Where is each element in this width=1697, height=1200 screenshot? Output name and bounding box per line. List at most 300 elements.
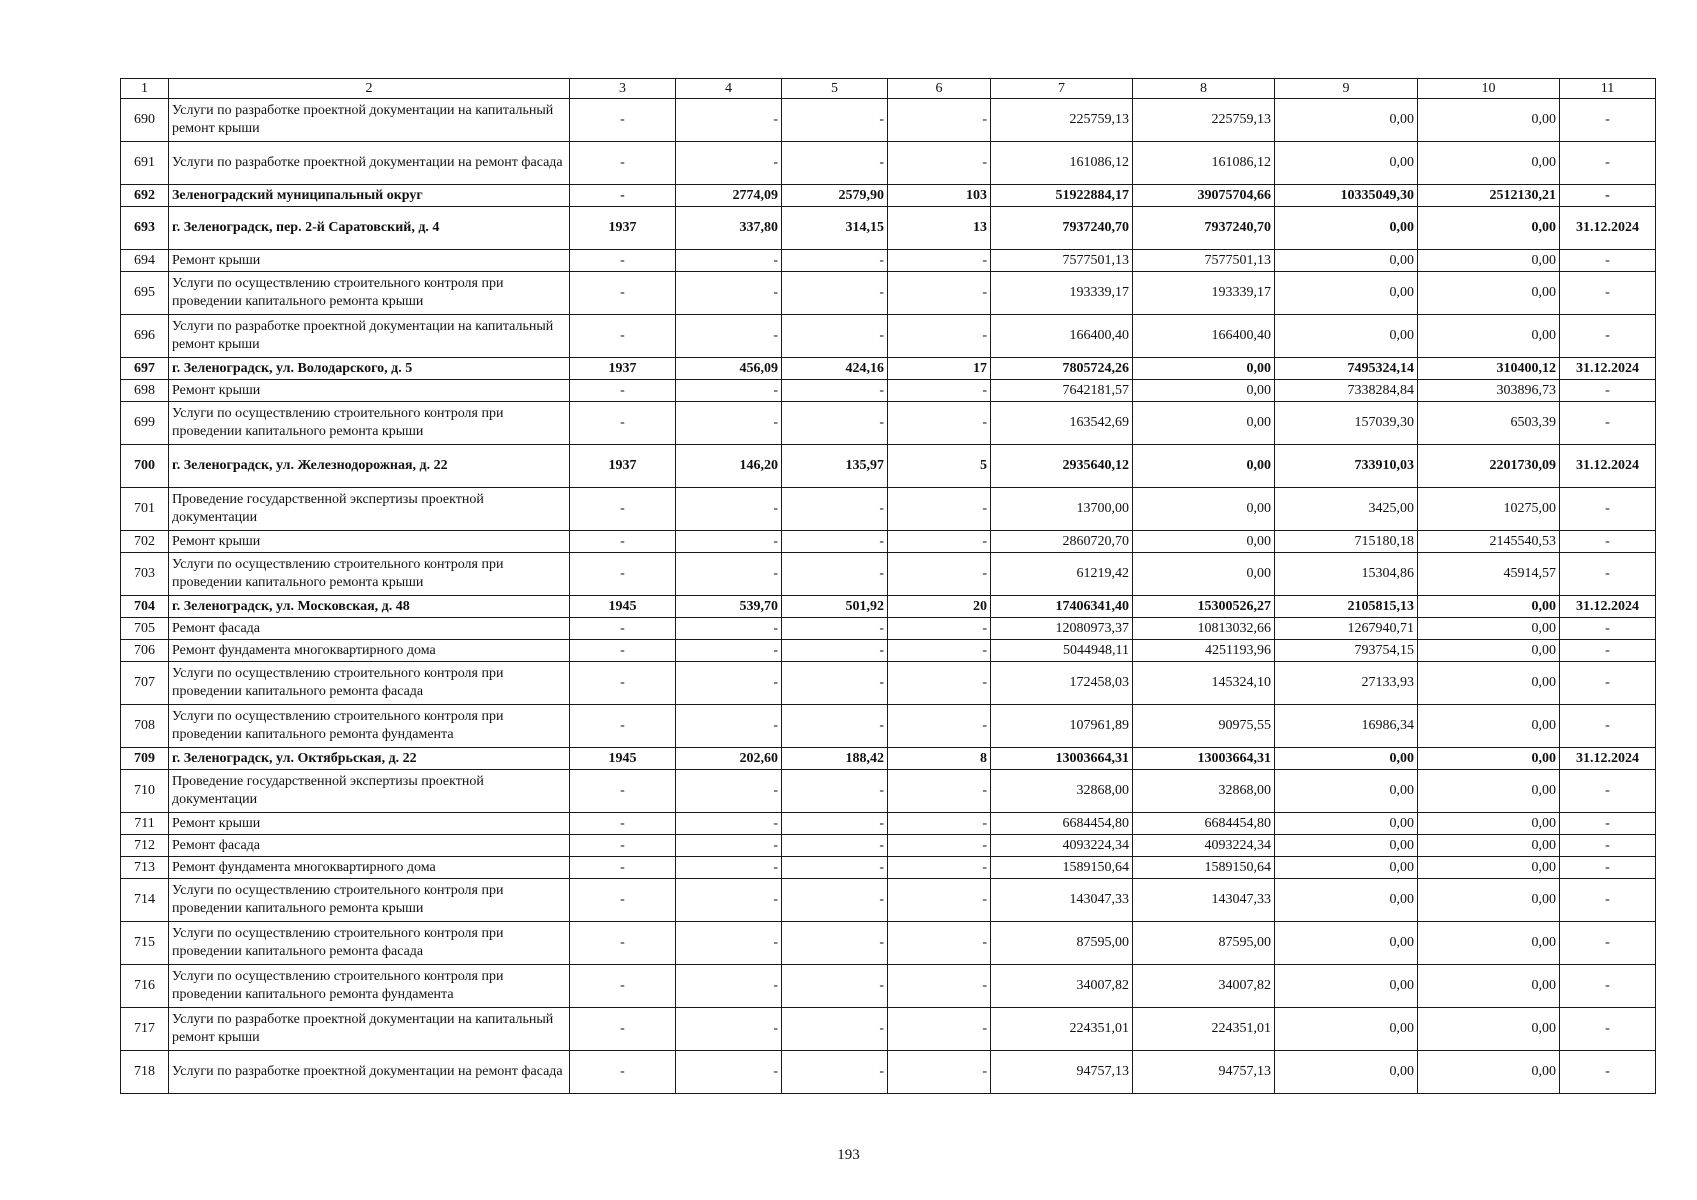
table-cell: 539,70 [676,596,782,618]
row-name-cell: Зеленоградский муниципальный округ [169,185,570,207]
table-cell: - [570,272,676,315]
table-cell: - [570,402,676,445]
table-cell: - [676,662,782,705]
row-number-cell: 712 [121,835,169,857]
table-cell: 2860720,70 [991,531,1133,553]
table-cell: 1945 [570,596,676,618]
row-number-cell: 703 [121,553,169,596]
table-cell: - [1560,857,1656,879]
table-cell: - [888,618,991,640]
table-cell: - [782,618,888,640]
row-name-cell: Ремонт крыши [169,813,570,835]
table-cell: 193339,17 [1133,272,1275,315]
table-row [121,705,1656,748]
table-cell: - [782,402,888,445]
row-number-cell: 696 [121,315,169,358]
table-cell: 0,00 [1418,965,1560,1008]
row-name-cell: Ремонт фундамента многоквартирного дома [169,857,570,879]
row-name-cell: г. Зеленоградск, ул. Железнодорожная, д. 22 [169,445,570,488]
table-body [121,79,1656,1094]
table-cell: 0,00 [1418,748,1560,770]
table-cell: 224351,01 [991,1008,1133,1051]
row-name-cell: Ремонт крыши [169,250,570,272]
table-row [121,445,1656,488]
table-cell: 0,00 [1275,99,1418,142]
table-cell: 31.12.2024 [1560,207,1656,250]
table-cell: 188,42 [782,748,888,770]
table-cell: - [1560,965,1656,1008]
table-cell: 87595,00 [1133,922,1275,965]
table-cell: - [676,965,782,1008]
table-cell: - [570,99,676,142]
table-cell: - [570,705,676,748]
table-cell: - [1560,531,1656,553]
table-cell: 61219,42 [991,553,1133,596]
table-cell: 146,20 [676,445,782,488]
table-cell: 6684454,80 [1133,813,1275,835]
table-cell: 32868,00 [1133,770,1275,813]
table-cell: - [782,99,888,142]
table-cell: 225759,13 [991,99,1133,142]
row-name-cell: Услуги по разработке проектной документации на капитальный ремонт крыши [169,1008,570,1051]
table-cell: 0,00 [1418,596,1560,618]
table-cell: - [676,380,782,402]
table-cell: - [676,402,782,445]
table-cell: - [782,857,888,879]
row-name-cell: Услуги по осуществлению строительного контроля при проведении капитального ремонта фасада [169,662,570,705]
table-cell: 0,00 [1275,142,1418,185]
table-cell: 0,00 [1418,142,1560,185]
row-number-cell: 713 [121,857,169,879]
table-cell: - [570,835,676,857]
table-cell: - [1560,553,1656,596]
table-cell: - [888,879,991,922]
table-cell: 793754,15 [1275,640,1418,662]
table-cell: - [888,705,991,748]
table-cell: - [1560,1051,1656,1094]
register-table [120,78,1656,1094]
table-cell: 135,97 [782,445,888,488]
table-cell: 0,00 [1418,99,1560,142]
table-cell: - [888,662,991,705]
table-cell: 0,00 [1418,640,1560,662]
table-cell: 202,60 [676,748,782,770]
table-cell: 31.12.2024 [1560,748,1656,770]
table-cell: 0,00 [1133,531,1275,553]
table-cell: 3425,00 [1275,488,1418,531]
table-cell: 715180,18 [1275,531,1418,553]
table-cell: - [888,531,991,553]
table-cell: - [888,640,991,662]
table-cell: - [782,662,888,705]
table-cell: 6503,39 [1418,402,1560,445]
row-number-cell: 716 [121,965,169,1008]
row-name-cell: Ремонт крыши [169,531,570,553]
table-cell: 4093224,34 [991,835,1133,857]
table-cell: - [676,315,782,358]
table-cell: 17406341,40 [991,596,1133,618]
table-cell: - [1560,315,1656,358]
table-cell: - [1560,835,1656,857]
row-number-cell: 693 [121,207,169,250]
table-cell: 39075704,66 [1133,185,1275,207]
table-cell: 45914,57 [1418,553,1560,596]
table-cell: 193339,17 [991,272,1133,315]
table-cell: - [676,857,782,879]
table-cell: 0,00 [1275,315,1418,358]
table-cell: 0,00 [1133,380,1275,402]
table-cell: 157039,30 [1275,402,1418,445]
table-cell: 6684454,80 [991,813,1133,835]
table-cell: 5044948,11 [991,640,1133,662]
table-row [121,402,1656,445]
row-name-cell: Услуги по разработке проектной документации на ремонт фасада [169,1051,570,1094]
row-name-cell: Ремонт фасада [169,618,570,640]
table-cell: 0,00 [1418,1051,1560,1094]
table-cell: - [676,1008,782,1051]
row-number-cell: 717 [121,1008,169,1051]
table-cell: 0,00 [1133,553,1275,596]
table-row [121,640,1656,662]
table-row [121,207,1656,250]
table-cell: - [1560,185,1656,207]
table-cell: - [676,553,782,596]
table-cell: 0,00 [1418,662,1560,705]
table-row [121,272,1656,315]
table-cell: - [782,142,888,185]
table-cell: 4093224,34 [1133,835,1275,857]
table-cell: 424,16 [782,358,888,380]
table-cell: 0,00 [1418,770,1560,813]
table-cell: - [888,857,991,879]
row-name-cell: Проведение государственной экспертизы проектной документации [169,488,570,531]
table-cell: - [570,813,676,835]
table-row [121,380,1656,402]
table-cell: 2935640,12 [991,445,1133,488]
table-cell: 145324,10 [1133,662,1275,705]
table-cell: 0,00 [1133,445,1275,488]
row-name-cell: Услуги по осуществлению строительного контроля при проведении капитального ремонта фундамента [169,965,570,1008]
table-cell: - [1560,250,1656,272]
row-number-cell: 707 [121,662,169,705]
column-header: 4 [676,79,782,99]
table-cell: - [570,531,676,553]
table-cell: - [782,315,888,358]
table-cell: 0,00 [1275,250,1418,272]
table-cell: 172458,03 [991,662,1133,705]
table-cell: 87595,00 [991,922,1133,965]
table-cell: 0,00 [1133,358,1275,380]
table-cell: - [888,142,991,185]
table-cell: 0,00 [1275,748,1418,770]
table-cell: - [782,531,888,553]
table-cell: - [570,965,676,1008]
table-cell: 2512130,21 [1418,185,1560,207]
table-cell: - [676,705,782,748]
column-number-row [121,79,1656,99]
table-cell: 32868,00 [991,770,1133,813]
row-number-cell: 718 [121,1051,169,1094]
table-cell: - [782,380,888,402]
table-cell: - [676,488,782,531]
table-row [121,531,1656,553]
column-header: 3 [570,79,676,99]
row-name-cell: Услуги по осуществлению строительного контроля при проведении капитального ремонта фундамента [169,705,570,748]
table-cell: 0,00 [1418,857,1560,879]
page-number: 193 [837,1147,860,1163]
table-cell: 0,00 [1418,922,1560,965]
row-number-cell: 715 [121,922,169,965]
table-cell: 1945 [570,748,676,770]
row-number-cell: 698 [121,380,169,402]
table-cell: 0,00 [1275,813,1418,835]
table-cell: - [570,553,676,596]
row-number-cell: 710 [121,770,169,813]
table-cell: 27133,93 [1275,662,1418,705]
table-row [121,185,1656,207]
row-number-cell: 705 [121,618,169,640]
table-row [121,1051,1656,1094]
row-number-cell: 690 [121,99,169,142]
row-number-cell: 691 [121,142,169,185]
table-cell: 166400,40 [991,315,1133,358]
row-name-cell: Услуги по осуществлению строительного контроля при проведении капитального ремонта крыши [169,553,570,596]
table-cell: 0,00 [1418,250,1560,272]
table-cell: 7937240,70 [1133,207,1275,250]
row-name-cell: Услуги по разработке проектной документации на капитальный ремонт крыши [169,315,570,358]
row-number-cell: 700 [121,445,169,488]
table-cell: - [676,640,782,662]
table-cell: - [1560,618,1656,640]
row-number-cell: 706 [121,640,169,662]
table-cell: 7577501,13 [991,250,1133,272]
table-row [121,488,1656,531]
table-cell: 0,00 [1418,207,1560,250]
table-cell: - [782,705,888,748]
table-cell: - [888,553,991,596]
table-cell: - [570,488,676,531]
table-cell: 17 [888,358,991,380]
table-cell: 314,15 [782,207,888,250]
table-cell: - [1560,662,1656,705]
table-cell: 143047,33 [991,879,1133,922]
table-row [121,358,1656,380]
table-cell: 13003664,31 [1133,748,1275,770]
table-cell: - [570,142,676,185]
table-cell: - [888,1008,991,1051]
table-cell: - [570,640,676,662]
table-row [121,879,1656,922]
table-cell: 103 [888,185,991,207]
table-cell: 0,00 [1275,922,1418,965]
table-cell: 0,00 [1275,272,1418,315]
table-cell: - [782,879,888,922]
table-cell: 1937 [570,358,676,380]
table-cell: - [888,1051,991,1094]
table-cell: - [888,250,991,272]
table-cell: 2105815,13 [1275,596,1418,618]
row-name-cell: Услуги по осуществлению строительного контроля при проведении капитального ремонта крыши [169,402,570,445]
table-cell: - [782,1008,888,1051]
table-cell: 0,00 [1275,835,1418,857]
table-cell: - [1560,99,1656,142]
table-cell: 143047,33 [1133,879,1275,922]
table-row [121,662,1656,705]
table-cell: - [1560,272,1656,315]
row-number-cell: 699 [121,402,169,445]
table-cell: 0,00 [1133,488,1275,531]
row-name-cell: Ремонт фундамента многоквартирного дома [169,640,570,662]
column-header: 1 [121,79,169,99]
table-row [121,142,1656,185]
table-cell: 20 [888,596,991,618]
table-row [121,857,1656,879]
table-cell: 13003664,31 [991,748,1133,770]
table-cell: 0,00 [1275,207,1418,250]
table-cell: - [676,813,782,835]
table-cell: 0,00 [1418,272,1560,315]
table-cell: - [1560,640,1656,662]
table-cell: 13 [888,207,991,250]
row-number-cell: 704 [121,596,169,618]
table-cell: 0,00 [1418,879,1560,922]
row-name-cell: Ремонт фасада [169,835,570,857]
column-header: 6 [888,79,991,99]
table-row [121,553,1656,596]
table-row [121,770,1656,813]
table-cell: - [570,1008,676,1051]
table-cell: 7338284,84 [1275,380,1418,402]
row-name-cell: г. Зеленоградск, ул. Октябрьская, д. 22 [169,748,570,770]
table-cell: 0,00 [1418,315,1560,358]
table-cell: 16986,34 [1275,705,1418,748]
row-name-cell: Услуги по осуществлению строительного контроля при проведении капитального ремонта фасада [169,922,570,965]
table-cell: 0,00 [1418,813,1560,835]
table-cell: - [570,662,676,705]
table-cell: - [676,879,782,922]
table-cell: - [1560,1008,1656,1051]
table-cell: 337,80 [676,207,782,250]
table-cell: 1937 [570,207,676,250]
table-row [121,965,1656,1008]
table-cell: - [782,922,888,965]
table-cell: 0,00 [1275,1051,1418,1094]
table-cell: 166400,40 [1133,315,1275,358]
row-name-cell: Услуги по разработке проектной документации на ремонт фасада [169,142,570,185]
table-cell: - [1560,142,1656,185]
table-cell: 0,00 [1418,835,1560,857]
table-cell: 5 [888,445,991,488]
table-cell: 31.12.2024 [1560,596,1656,618]
table-cell: 7495324,14 [1275,358,1418,380]
column-header: 9 [1275,79,1418,99]
table-cell: 163542,69 [991,402,1133,445]
table-row [121,99,1656,142]
table-cell: 31.12.2024 [1560,445,1656,488]
row-name-cell: г. Зеленоградск, ул. Володарского, д. 5 [169,358,570,380]
table-cell: - [570,922,676,965]
table-cell: - [888,402,991,445]
table-cell: - [782,488,888,531]
table-row [121,315,1656,358]
table-cell: 13700,00 [991,488,1133,531]
table-cell: 225759,13 [1133,99,1275,142]
table-cell: - [782,640,888,662]
table-cell: - [1560,380,1656,402]
table-cell: - [782,553,888,596]
row-number-cell: 697 [121,358,169,380]
table-cell: - [782,250,888,272]
table-cell: 90975,55 [1133,705,1275,748]
table-cell: 0,00 [1275,879,1418,922]
row-number-cell: 692 [121,185,169,207]
table-cell: - [676,770,782,813]
table-cell: - [676,835,782,857]
table-cell: 2774,09 [676,185,782,207]
table-cell: - [570,380,676,402]
row-name-cell: Услуги по разработке проектной документации на капитальный ремонт крыши [169,99,570,142]
row-number-cell: 711 [121,813,169,835]
table-cell: 161086,12 [1133,142,1275,185]
table-cell: - [1560,879,1656,922]
row-name-cell: Ремонт крыши [169,380,570,402]
table-cell: 7937240,70 [991,207,1133,250]
table-cell: - [888,922,991,965]
table-cell: - [888,813,991,835]
table-cell: - [888,99,991,142]
table-cell: 94757,13 [1133,1051,1275,1094]
table-cell: 0,00 [1133,402,1275,445]
table-cell: - [888,770,991,813]
table-cell: - [782,272,888,315]
table-cell: - [676,99,782,142]
table-cell: 0,00 [1418,705,1560,748]
row-name-cell: г. Зеленоградск, пер. 2-й Саратовский, д. 4 [169,207,570,250]
table-cell: 1267940,71 [1275,618,1418,640]
row-number-cell: 695 [121,272,169,315]
table-cell: - [570,879,676,922]
row-name-cell: г. Зеленоградск, ул. Московская, д. 48 [169,596,570,618]
table-cell: - [1560,402,1656,445]
table-cell: - [1560,488,1656,531]
table-cell: - [782,835,888,857]
table-cell: - [676,272,782,315]
table-cell: - [676,142,782,185]
column-header: 10 [1418,79,1560,99]
table-cell: - [782,965,888,1008]
table-cell: 733910,03 [1275,445,1418,488]
table-cell: 0,00 [1275,1008,1418,1051]
table-cell: 15300526,27 [1133,596,1275,618]
table-cell: 107961,89 [991,705,1133,748]
table-cell: 0,00 [1275,857,1418,879]
table-cell: 0,00 [1275,770,1418,813]
table-cell: - [1560,705,1656,748]
table-cell: - [570,315,676,358]
row-number-cell: 701 [121,488,169,531]
table-cell: - [1560,770,1656,813]
table-row [121,813,1656,835]
table-cell: - [782,770,888,813]
table-cell: 7805724,26 [991,358,1133,380]
column-header: 5 [782,79,888,99]
table-cell: 31.12.2024 [1560,358,1656,380]
table-cell: - [676,531,782,553]
table-cell: 10813032,66 [1133,618,1275,640]
table-cell: 0,00 [1275,965,1418,1008]
table-cell: 34007,82 [1133,965,1275,1008]
column-header: 8 [1133,79,1275,99]
